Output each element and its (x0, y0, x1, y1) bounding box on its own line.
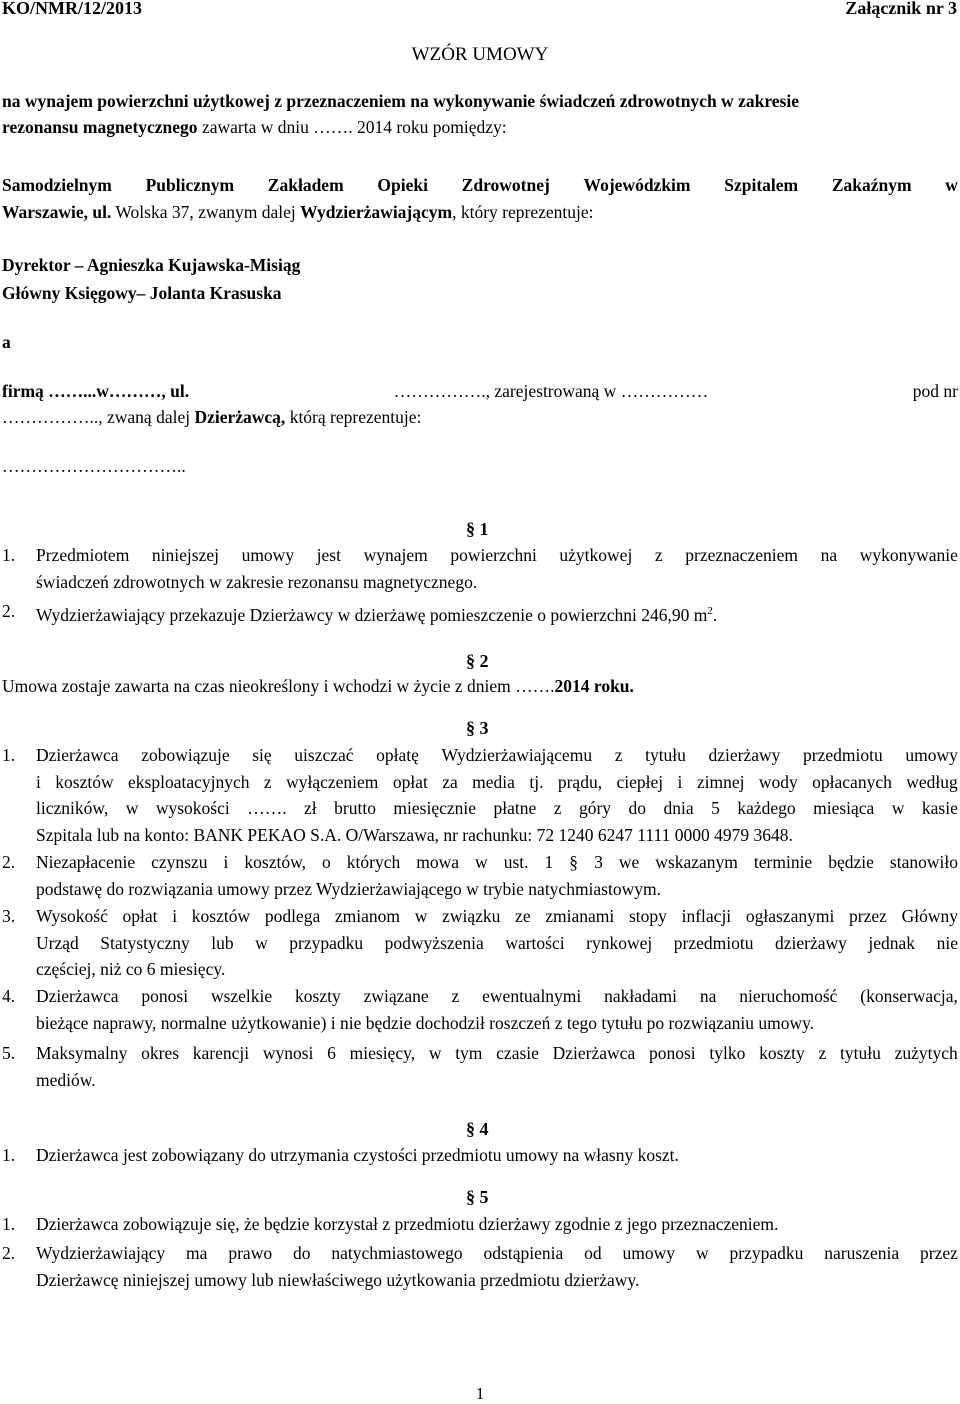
intro-line-1: na wynajem powierzchni użytkowej z przeznaczeniem na wykonywanie świadczeń zdrowotnych w zakresie (2, 91, 799, 111)
section-2-heading: § 2 (466, 651, 489, 671)
section-1-heading: § 1 (466, 519, 489, 539)
text-line: Maksymalny okres karencji wynosi 6 miesięcy, w tym czasie Dzierżawca ponosi tylko koszty z tytułu zużytych (36, 1043, 958, 1063)
section-3-item-5: 5. Maksymalny okres karencji wynosi 6 miesięcy, w tym czasie Dzierżawca ponosi tylko koszty z tytułu zużytych mediów. (2, 1040, 958, 1094)
party2-firm: firmą ……...w………, ul. (2, 381, 190, 401)
text-line: Wysokość opłat i kosztów podlega zmianom w związku ze zmianami stopy inflacji ogłaszanymi przez Główny (36, 906, 958, 926)
attachment-label: Załącznik nr 3 (845, 0, 957, 18)
party2-registered: ……………., zarejestrowaną w …………… (393, 381, 709, 401)
text-line: Dzierżawca zobowiązuje się uiszczać opłatę Wydzierżawiającemu z tytułu dzierżawy przedmiotu umowy (36, 745, 958, 765)
section-3-item-4: 4. Dzierżawca ponosi wszelkie koszty związane z ewentualnymi nakładami na nieruchomość (konserwacja, bieżące naprawy, normalne użytkowanie) i nie będzie dochodził roszczeń z tego tytułu po rozwiązaniu umowy. (2, 983, 958, 1037)
party1-word: Zdrowotnej (461, 175, 550, 195)
section-1-item-2: 2. Wydzierżawiający przekazuje Dzierżawcy w dzierżawę pomieszczenie o powierzchni 246,90 $m^2$. (2, 598, 958, 626)
text-line: liczników, w wysokości ……. zł brutto miesięcznie płatne z góry do dnia 5 każdego miesiąca w kasie (36, 798, 958, 819)
party2-representative-blank: ………………………….. (2, 456, 186, 476)
representative-director: Dyrektor – Agnieszka Kujawska-Misiąg (2, 255, 301, 275)
party2-line-1 (2, 380, 958, 402)
party1-word: Zakładem (267, 175, 344, 195)
text-line: Przedmiotem niniejszej umowy jest wynajem powierzchni użytkowej z przeznaczeniem na wykonywanie (36, 545, 958, 565)
section-3-heading: § 3 (466, 718, 489, 738)
intro-line-2: rezonansu magnetycznego zawarta w dniu ……. 2014 roku pomiędzy: (2, 117, 507, 137)
representative-accountant: Główny Księgowy– Jolanta Krasuska (2, 283, 282, 303)
section-3-item-3: 3. Wysokość opłat i kosztów podlega zmianom w związku ze zmianami stopy inflacji ogłaszanymi przez Główny Urząd Statystyczny lub w przypadku podwyższenia wartości rynkowej przedmiotu dzierżawy jednak nie częściej, niż co 6 miesięcy. (2, 903, 958, 983)
section-4-heading: § 4 (466, 1119, 489, 1139)
text-line: i kosztów eksploatacyjnych z wyłączeniem opłat za media tj. prądu, ciepłej i zimnej wody opłacanych według (36, 771, 958, 792)
party1-word: w (945, 175, 958, 195)
section-2-text: Umowa zostaje zawarta na czas nieokreślony i wchodzi w życie z dniem …….2014 roku. (2, 676, 634, 696)
text-line: bieżące naprawy, normalne użytkowanie) i nie będzie dochodził roszczeń z tego tytułu po rozwiązaniu umowy. (36, 1012, 815, 1033)
section-4-item-1: 1. Dzierżawca jest zobowiązany do utrzymania czystości przedmiotu umowy na własny koszt. (2, 1142, 958, 1170)
text-line: Wydzierżawiający przekazuje Dzierżawcy w dzierżawę pomieszczenie o powierzchni 246,90 $m^2$. (36, 605, 718, 625)
conjunction: a (2, 332, 11, 352)
page-number: 1 (475, 1384, 485, 1403)
text-line: świadczeń zdrowotnych w zakresie rezonansu magnetycznego. (36, 571, 478, 592)
text-line: Wydzierżawiający ma prawo do natychmiastowego odstąpienia od umowy w przypadku naruszenia przez (36, 1243, 958, 1263)
party1-line-2: Warszawie, ul. Wolska 37, zwanym dalej Wydzierżawiającym, który reprezentuje: (2, 202, 594, 222)
text-line: Dzierżawca zobowiązuje się, że będzie korzystał z przedmiotu dzierżawy zgodnie z jego przeznaczeniem. (36, 1214, 779, 1234)
party1-word: Szpitalem (724, 175, 799, 195)
text-line: Niezapłacenie czynszu i kosztów, o których mowa w ust. 1 § 3 we wskazanym terminie będzie stanowiło (36, 852, 958, 872)
party1-word: Opieki (377, 175, 428, 195)
text-line: Dzierżawca ponosi wszelkie koszty związane z ewentualnymi nakładami na nieruchomość (konserwacja, (36, 986, 958, 1006)
text-line: podstawę do rozwiązania umowy przez Wydzierżawiającego w trybie natychmiastowym. (36, 878, 661, 899)
text-line: Dzierżawcę niniejszej umowy lub niewłaściwego użytkowania przedmiotu dzierżawy. (36, 1269, 640, 1290)
party2-line-2: …………….., zwaną dalej Dzierżawcą, którą reprezentuje: (2, 407, 422, 427)
text-line: Urząd Statystyczny lub w przypadku podwyższenia wartości rynkowej przedmiotu dzierżawy jednak nie (36, 932, 958, 953)
section-3-item-2: 2. Niezapłacenie czynszu i kosztów, o których mowa w ust. 1 § 3 we wskazanym terminie będzie stanowiło podstawę do rozwiązania umowy przez Wydzierżawiającego w trybie natychmiastowym. (2, 849, 958, 903)
party1-word: Publicznym (145, 175, 235, 195)
text-line: Szpitala lub na konto: BANK PEKAO S.A. O/Warszawa, nr rachunku: 72 1240 6247 1111 0000 4979 3648. (36, 824, 793, 845)
party1-word: Zakaźnym (831, 175, 912, 195)
section-5-heading: § 5 (466, 1187, 489, 1207)
section-3-item-1: 1. Dzierżawca zobowiązuje się uiszczać opłatę Wydzierżawiającemu z tytułu dzierżawy przedmiotu umowy i kosztów eksploatacyjnych z wyłączeniem opłat za media tj. prądu, ciepłej i zimnej wody opłacanych według liczników, w wysokości ……. zł brutto miesięcznie płatne z góry do dnia 5 każdego miesiąca w kasie Szpitala lub na konto: BANK PEKAO S.A. O/Warszawa, nr rachunku: 72 1240 6247 1111 0000 4979 3648. (2, 742, 958, 850)
section-5-item-2: 2. Wydzierżawiający ma prawo do natychmiastowego odstąpienia od umowy w przypadku naruszenia przez Dzierżawcę niniejszej umowy lub niewłaściwego użytkowania przedmiotu dzierżawy. (2, 1240, 958, 1294)
document-title: WZÓR UMOWY (411, 44, 549, 65)
text-line: częściej, niż co 6 miesięcy. (36, 959, 226, 980)
section-5-item-1: 1. Dzierżawca zobowiązuje się, że będzie korzystał z przedmiotu dzierżawy zgodnie z jego przeznaczeniem. (2, 1211, 958, 1239)
party1-line-1 (2, 174, 958, 196)
document-reference: KO/NMR/12/2013 (2, 0, 142, 18)
party1-word: Wojewódzkim (583, 175, 691, 195)
section-1-item-1: 1. Przedmiotem niniejszej umowy jest wynajem powierzchni użytkowej z przeznaczeniem na wykonywanie świadczeń zdrowotnych w zakresie rezonansu magnetycznego. (2, 542, 958, 596)
party2-number: pod nr (912, 381, 958, 401)
text-line: Dzierżawca jest zobowiązany do utrzymania czystości przedmiotu umowy na własny koszt. (36, 1145, 679, 1165)
text-line: mediów. (36, 1069, 96, 1090)
party1-word: Samodzielnym (2, 175, 112, 195)
